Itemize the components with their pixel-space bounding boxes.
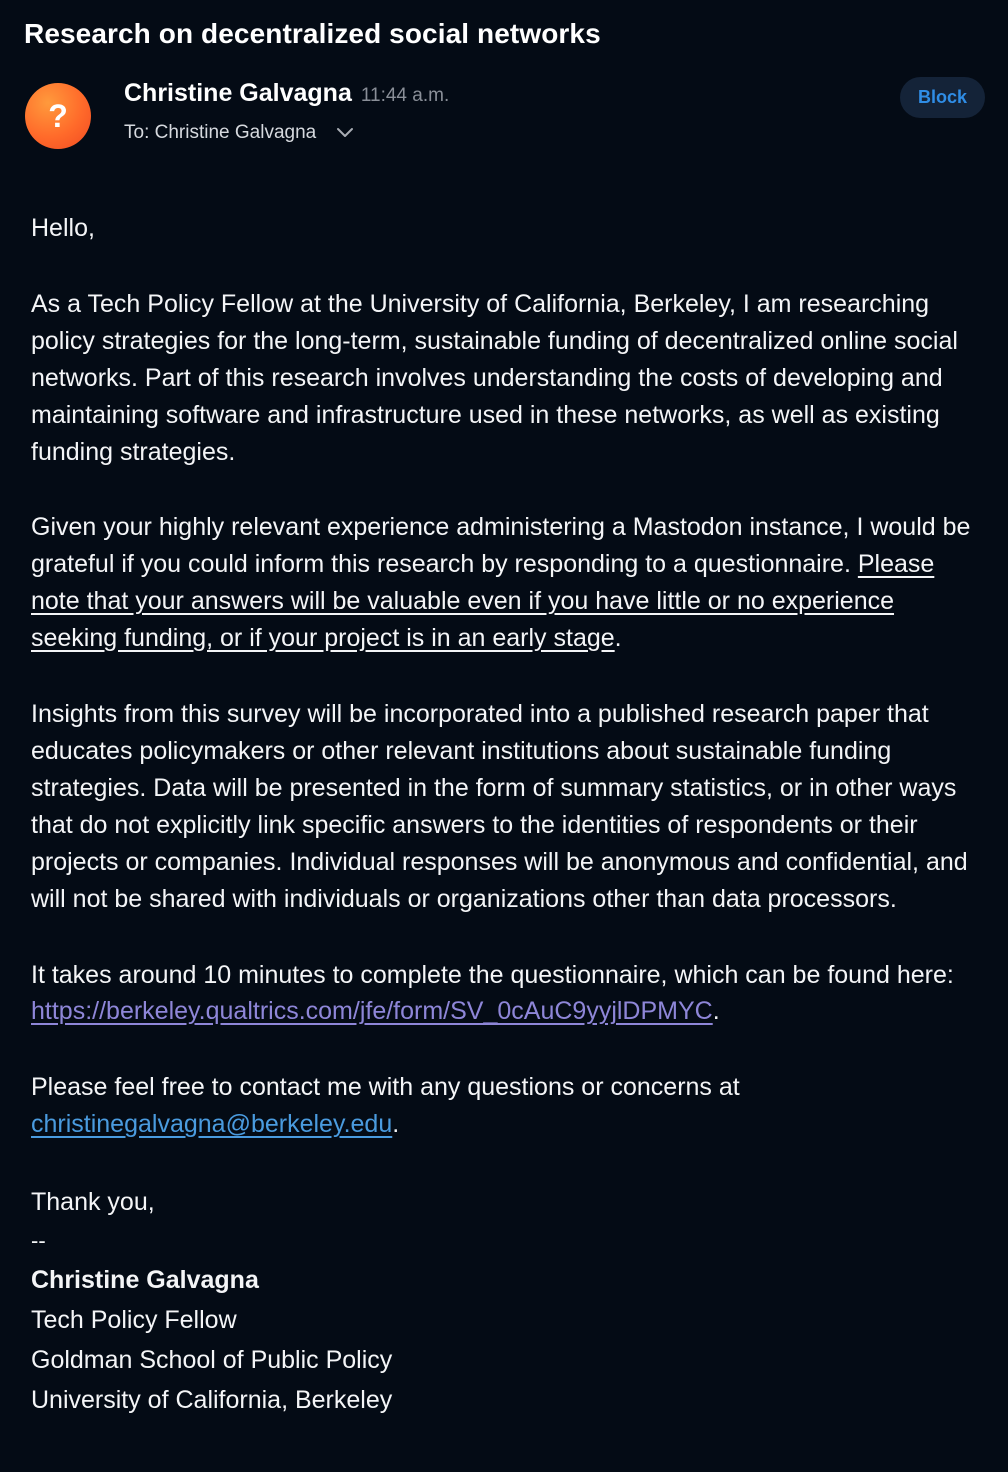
paragraph-2-end: . [614,624,622,653]
email-subject: Research on decentralized social networks [24,18,601,49]
body-paragraph-4 [31,957,986,1031]
signature-school: Goldman School of Public Policy [31,1346,393,1375]
body-paragraph-5 [31,1069,986,1143]
signature-name: Christine Galvagna [31,1266,259,1295]
contact-email-link[interactable]: christinegalvagna@berkeley.edu [31,1110,393,1139]
body-paragraph-1: As a Tech Policy Fellow at the University of California, Berkeley, I am researching policy strategies for the long-term, sustainable funding of decentralized online social networks. Part of this research involves understanding the costs of developing and maintaining software and infrastructure used in these networks, as well as existing funding strategies. [31,289,958,466]
paragraph-4-text: It takes around 10 minutes to complete the questionnaire, which can be found here: [31,960,954,989]
survey-link[interactable]: https://berkeley.qualtrics.com/jfe/form/SV_0cAuC9yyjlDPMYC [31,997,713,1026]
signature [31,1182,986,1420]
sender-name[interactable]: Christine Galvagna [124,79,352,107]
recipient-label: To: Christine Galvagna [124,122,317,143]
signature-university: University of California, Berkeley [31,1386,393,1415]
sent-time: 11:44 a.m. [360,85,450,106]
signature-title: Tech Policy Fellow [31,1306,237,1335]
body-paragraph-3: Insights from this survey will be incorporated into a published research paper that educates policymakers or other relevant institutions about sustainable funding strategies. Data will be presented in the form of summary statistics, or in other ways that do not explicitly link specific answers to the identities of respondents or their projects or companies. Individual responses will be anonymous and confidential, and will not be shared with individuals or organizations other than data processors. [31,700,968,913]
chevron-down-icon[interactable] [336,124,354,142]
paragraph-2-text: Given your highly relevant experience administering a Mastodon instance, I would be grateful if you could inform this research by responding to a questionnaire. [31,513,971,579]
sender-line [124,79,449,108]
body-paragraph-2 [31,509,986,657]
paragraph-4-end: . [712,997,720,1026]
paragraph-5-end: . [392,1110,400,1139]
sender-avatar[interactable] [25,83,91,149]
recipient-line[interactable] [124,122,354,144]
paragraph-5-text: Please feel free to contact me with any questions or concerns at [31,1073,740,1102]
signature-separator: -- [31,1228,46,1254]
greeting: Hello, [31,214,95,242]
underlined-note: Please note that your answers will be valuable even if you have little or no experience seeking funding, or if your project is in an early stage [31,550,935,653]
unknown-sender-icon: ? [48,97,68,134]
block-button[interactable]: Block [900,77,985,118]
email-body [31,210,986,1420]
closing: Thank you, [31,1188,155,1217]
